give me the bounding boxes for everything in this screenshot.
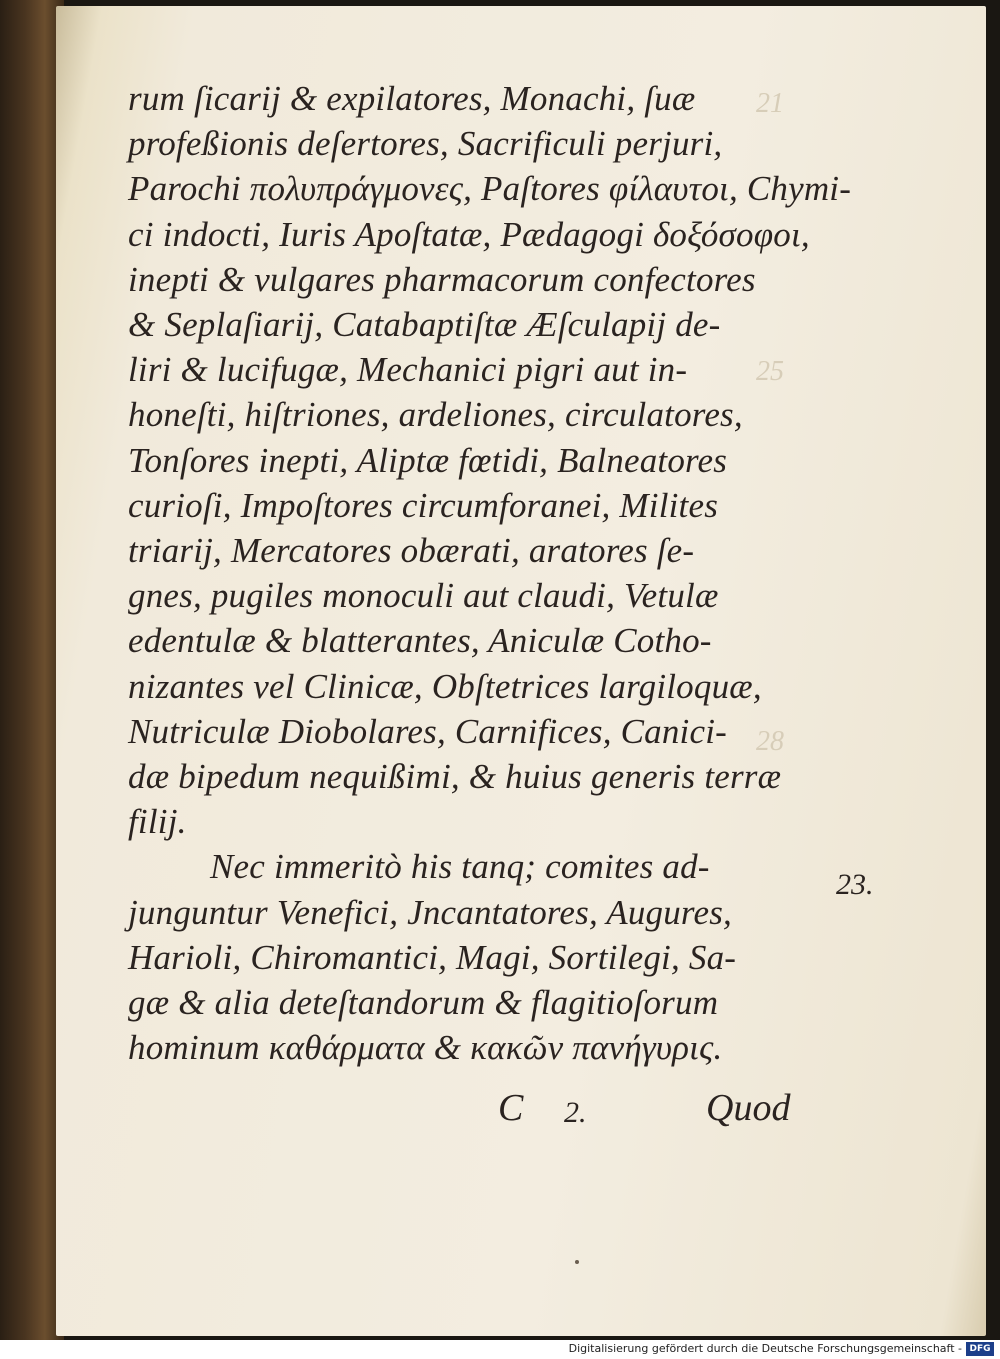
text-line: nizantes vel Clinicæ, Obſtetrices largiloquæ, (128, 666, 762, 706)
text-line: & Seplaſiarij, Catabaptiſtæ Æſculapij de- (128, 305, 721, 345)
bleed-through-mark: 28 (756, 726, 784, 757)
text-line: honeſti, hiſtriones, ardeliones, circulatores, (128, 395, 743, 435)
book-spine (0, 0, 64, 1340)
dfg-logo: DFG (966, 1342, 994, 1356)
paper-speck (575, 1260, 579, 1264)
body-text (128, 76, 852, 1070)
credit-bar (0, 1340, 1000, 1359)
text-line: rum ſicarij & expilatores, Monachi, ſuæ (128, 79, 696, 118)
bleed-through-mark: 21 (756, 88, 784, 119)
text-line: dæ bipedum nequißimi, & huius generis terræ (128, 757, 782, 797)
margin-section-number: 23. (836, 868, 874, 901)
text-line: ci indocti, Iuris Apoſtatæ, Pædagogi δοξόσοφοι, (128, 214, 810, 254)
paragraph-start-line: Nec immeritò his tanq; comites ad- (210, 847, 710, 887)
digitization-credit: Digitalisierung gefördert durch die Deutsche Forschungsgemeinschaft - (568, 1342, 962, 1355)
text-line: gnes, pugiles monoculi aut claudi, Vetulæ (128, 576, 719, 616)
signature-mark: C (498, 1087, 524, 1129)
text-line: curioſi, Impoſtores circumforanei, Milites (128, 485, 719, 525)
text-line: Tonſores inepti, Aliptæ fœtidi, Balneatores (128, 440, 728, 480)
text-line: Parochi πολυπράγμονες, Paſtores φίλαυτοι, Chymi- (128, 169, 852, 209)
text-line: junguntur Venefici, Jncantatores, Augures, (128, 892, 732, 932)
text-line: inepti & vulgares pharmacorum confectores (128, 259, 756, 299)
text-line: Harioli, Chiromantici, Magi, Sortilegi, Sa- (128, 937, 737, 977)
text-line: filij. (128, 802, 187, 842)
text-line: Nutriculæ Diobolares, Carnifices, Canici- (128, 711, 727, 751)
text-line: gæ & alia deteſtandorum & flagitioſorum (128, 983, 719, 1023)
text-line: profeßionis deſertores, Sacrificuli perjuri, (128, 124, 723, 164)
text-line: triarij, Mercatores obærati, aratores ſe- (128, 531, 695, 571)
signature-number: 2. (564, 1096, 587, 1129)
bleed-through-mark: 25 (756, 356, 784, 387)
catchword: Quod (706, 1087, 791, 1129)
text-line: hominum καθάρματα & κακῶν πανήγυρις. (128, 1028, 723, 1068)
text-line: liri & lucifugæ, Mechanici pigri aut in- (128, 350, 688, 390)
text-line: edentulæ & blatterantes, Aniculæ Cotho- (128, 621, 712, 661)
book-page (56, 6, 986, 1336)
